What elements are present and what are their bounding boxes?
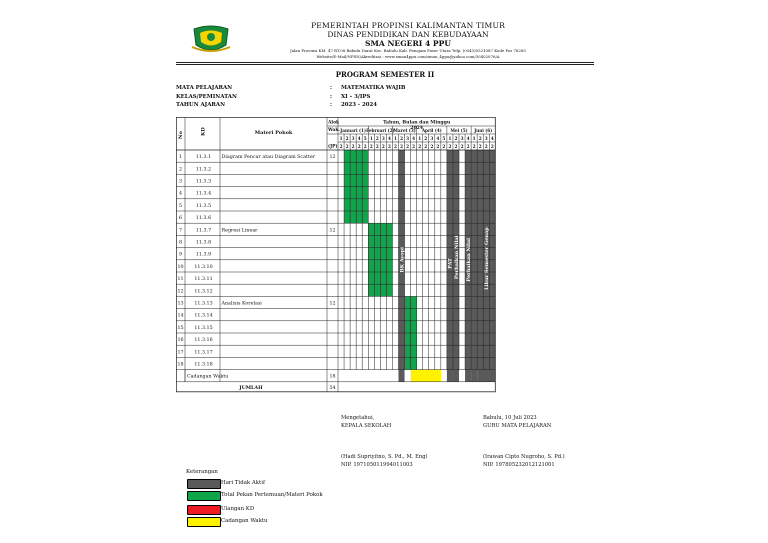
- week-number: 3: [460, 136, 464, 141]
- week-number: 3: [430, 136, 434, 141]
- alok-label: Alok: [328, 120, 340, 126]
- week-number: 4: [412, 136, 416, 141]
- row-no: 13: [177, 301, 184, 307]
- month-label: Mei (5): [450, 128, 468, 134]
- week-jp: 2: [460, 144, 464, 149]
- month-label: Juni (6): [474, 128, 493, 134]
- week-jp: 2: [472, 144, 476, 149]
- materi-header: Materi Pokok: [254, 130, 293, 136]
- period-year: 2024: [410, 125, 424, 131]
- legend-label-active: Total Pekan Pertemuan/Materi Pokok: [221, 492, 323, 498]
- week-jp: 2: [454, 144, 458, 149]
- legend-swatch-reserve: [187, 517, 221, 527]
- week-number: 4: [387, 136, 391, 141]
- week-number: 1: [418, 136, 422, 141]
- week-jp: 2: [387, 144, 391, 149]
- row-no: 10: [177, 264, 184, 270]
- period-title: Tahun, Bulan dan Minggu: [383, 120, 451, 126]
- row-no: 1: [178, 155, 183, 161]
- row-kd: 11.3.2: [195, 167, 212, 173]
- month-label: Februari (2): [366, 128, 395, 134]
- week-jp: 2: [484, 144, 488, 149]
- row-no: 3: [178, 179, 183, 185]
- vertical-label-perbaikan-2: Perbaikan Nilai: [465, 237, 472, 282]
- week-jp: 2: [351, 144, 355, 149]
- sig-principal-role: KEPALA SEKOLAH: [341, 423, 392, 429]
- row-no: 11: [177, 277, 184, 283]
- week-jp: 2: [490, 144, 494, 149]
- sig-principal-name: (Hadi Supriyitno, S. Pd., M. Eng): [341, 454, 428, 460]
- sig-known: Mengetahui,: [341, 415, 375, 421]
- legend-swatch-inactive: [187, 479, 221, 489]
- row-kd: 11.3.12: [194, 289, 213, 295]
- row-kd: 11.3.10: [194, 264, 213, 270]
- info-value-class: XI – 3/IPS: [341, 94, 371, 100]
- vertical-label-libur: Libur Semester Genap: [484, 227, 491, 290]
- row-kd: 11.3.5: [195, 203, 212, 209]
- sig-teacher-name: (Irawan Cipto Nugroho, S. Pd.): [483, 454, 565, 460]
- week-jp: 2: [436, 144, 440, 149]
- province-logo: [188, 25, 234, 55]
- info-colon: :: [330, 102, 332, 108]
- info-label-year: TAHUN AJARAN: [176, 102, 226, 108]
- sig-place-date: Babulu, 10 Juli 2023: [483, 415, 537, 421]
- sig-teacher-role: GURU MATA PELAJARAN: [483, 423, 552, 429]
- info-colon: :: [330, 85, 332, 91]
- vertical-label-pat: PAT: [447, 258, 454, 269]
- week-number: 1: [339, 136, 343, 141]
- row-jp: 12: [329, 155, 336, 161]
- header-department: DINAS PENDIDIKAN DAN KEBUDAYAAN: [327, 30, 489, 39]
- legend-swatch-active: [187, 491, 221, 501]
- row-kd: 11.3.13: [194, 301, 213, 307]
- row-no: 14: [177, 313, 184, 319]
- document-title: PROGRAM SEMESTER II: [335, 70, 435, 79]
- info-label-subject: MATA PELAJARAN: [176, 85, 233, 91]
- row-kd: 11.3.16: [194, 338, 213, 344]
- week-jp: 2: [381, 144, 385, 149]
- row-no: 7: [178, 228, 183, 234]
- row-no: 18: [177, 362, 184, 368]
- week-jp: 2: [339, 144, 343, 149]
- sig-principal-nip: NIP. 197105011994011003: [341, 462, 413, 468]
- week-number: 2: [345, 136, 349, 141]
- week-jp: 2: [400, 144, 403, 149]
- week-jp: 2: [478, 144, 482, 149]
- week-number: 3: [381, 136, 385, 141]
- info-value-year: 2023 - 2024: [341, 102, 377, 108]
- week-number: 3: [484, 136, 488, 141]
- week-number: 5: [363, 136, 367, 141]
- alok-label: (JP): [328, 144, 338, 150]
- jumlah-label: JUMLAH: [239, 384, 263, 391]
- week-number: 4: [490, 136, 494, 141]
- legend-label-inactive: Hari Tidak Aktif: [221, 480, 265, 486]
- month-label: April (4): [421, 128, 442, 134]
- reserve-block: [411, 370, 441, 382]
- kd-header: KD: [200, 127, 207, 136]
- row-kd: 11.3.9: [195, 252, 212, 258]
- info-value-subject: MATEMATIKA WAJIB: [341, 85, 406, 91]
- week-jp: 2: [369, 144, 373, 149]
- cadangan-label: Cadangan Waktu: [187, 374, 229, 380]
- row-kd: 11.3.4: [195, 191, 212, 197]
- week-number: 4: [436, 136, 440, 141]
- week-number: 1: [472, 136, 476, 141]
- row-jp: 12: [329, 301, 336, 307]
- row-no: 4: [178, 191, 183, 197]
- row-materi: Diagram Pencar atau Diagram Scatter: [221, 155, 315, 161]
- header-address: Jalan Provinsi KM. 47 RT.08 Babulu Darat Kec. Babulu Kab. Penajam Paser Utara Telp. (0543)5521087 Kode Pos 76285: [290, 48, 526, 53]
- week-number: 1: [448, 136, 452, 141]
- week-jp: 2: [442, 144, 446, 149]
- row-kd: 11.3.14: [194, 313, 213, 319]
- row-no: 8: [178, 240, 183, 246]
- week-number: 5: [442, 136, 446, 141]
- header-rule: [176, 62, 594, 63]
- sig-teacher-nip: NIP. 197805232012121001: [483, 462, 555, 468]
- week-jp: 2: [418, 144, 422, 149]
- legend-label-exam: Ulangan KD: [221, 506, 255, 512]
- legend-swatch-exam: [187, 505, 221, 515]
- header-school: SMA NEGERI 4 PPU: [365, 39, 451, 48]
- row-jp: 12: [329, 228, 336, 234]
- week-number: 2: [454, 136, 458, 141]
- week-jp: 2: [375, 144, 379, 149]
- row-no: 12: [177, 289, 184, 295]
- row-kd: 11.3.11: [194, 277, 213, 283]
- week-number: 3: [351, 136, 355, 141]
- row-kd: 11.3.6: [195, 216, 212, 222]
- legend-title: Keterangan: [186, 469, 218, 475]
- semester-program-table: [176, 117, 590, 397]
- row-materi: Regresi Linear: [221, 228, 258, 234]
- row-no: 9: [178, 252, 183, 258]
- row-no: 6: [178, 216, 183, 222]
- inactive-col-perb3: [471, 150, 477, 382]
- row-no: 2: [178, 167, 183, 173]
- row-materi: Analisis Korelasi: [221, 301, 262, 307]
- week-number: 2: [400, 136, 403, 141]
- month-label: Maret (3): [393, 128, 416, 134]
- row-kd: 11.3.18: [194, 362, 213, 368]
- week-jp: 2: [466, 144, 470, 149]
- row-kd: 11.3.17: [194, 350, 213, 356]
- vertical-label-perbaikan-1: Perbaikan Nilai: [453, 235, 460, 280]
- row-kd: 11.3.8: [195, 240, 212, 246]
- row-kd: 11.3.7: [195, 228, 212, 234]
- week-number: 4: [466, 136, 470, 141]
- week-jp: 2: [363, 144, 367, 149]
- no-header: No: [178, 131, 185, 139]
- week-jp: 2: [345, 144, 349, 149]
- week-number: 2: [478, 136, 482, 141]
- row-kd: 11.3.1: [195, 155, 212, 161]
- header-government: PEMERINTAH PROPINSI KALIMANTAN TIMUR: [310, 21, 506, 30]
- info-label-class: KELAS/PEMINATAN: [176, 94, 237, 100]
- week-number: 2: [424, 136, 428, 141]
- row-kd: 11.3.3: [195, 179, 212, 185]
- row-kd: 11.3.15: [194, 325, 213, 331]
- week-number: 1: [394, 136, 397, 141]
- row-no: 16: [177, 338, 184, 344]
- cadangan-jp: 18: [329, 374, 336, 380]
- info-colon: :: [330, 94, 332, 100]
- month-label: Januari (1): [340, 128, 366, 134]
- week-jp: 2: [357, 144, 361, 149]
- row-no: 15: [177, 325, 184, 331]
- row-no: 5: [178, 203, 183, 209]
- header-website: Website/E-Mail/NPSN/Akreditasi : www.sman4ppu.com/sman_4ppu@yahoo.com/30402076/A: [316, 54, 500, 59]
- week-jp: 2: [448, 144, 452, 149]
- week-number: 1: [369, 136, 373, 141]
- legend-label-reserve: Cadangan Waktu: [221, 518, 268, 524]
- schedule-grid: [176, 117, 590, 397]
- week-number: 2: [375, 136, 379, 141]
- week-jp: 2: [406, 144, 410, 149]
- jumlah-jp: 54: [329, 385, 336, 391]
- alok-label: Wak.: [328, 128, 340, 134]
- vertical-label-bk: BK Ayopi: [399, 246, 406, 273]
- row-no: 17: [177, 350, 184, 356]
- week-jp: 2: [430, 144, 434, 149]
- week-number: 3: [406, 136, 410, 141]
- header-rule-thin: [176, 64, 594, 65]
- week-jp: 2: [412, 144, 416, 149]
- week-number: 4: [357, 136, 361, 141]
- week-jp: 2: [394, 144, 397, 149]
- week-jp: 2: [424, 144, 428, 149]
